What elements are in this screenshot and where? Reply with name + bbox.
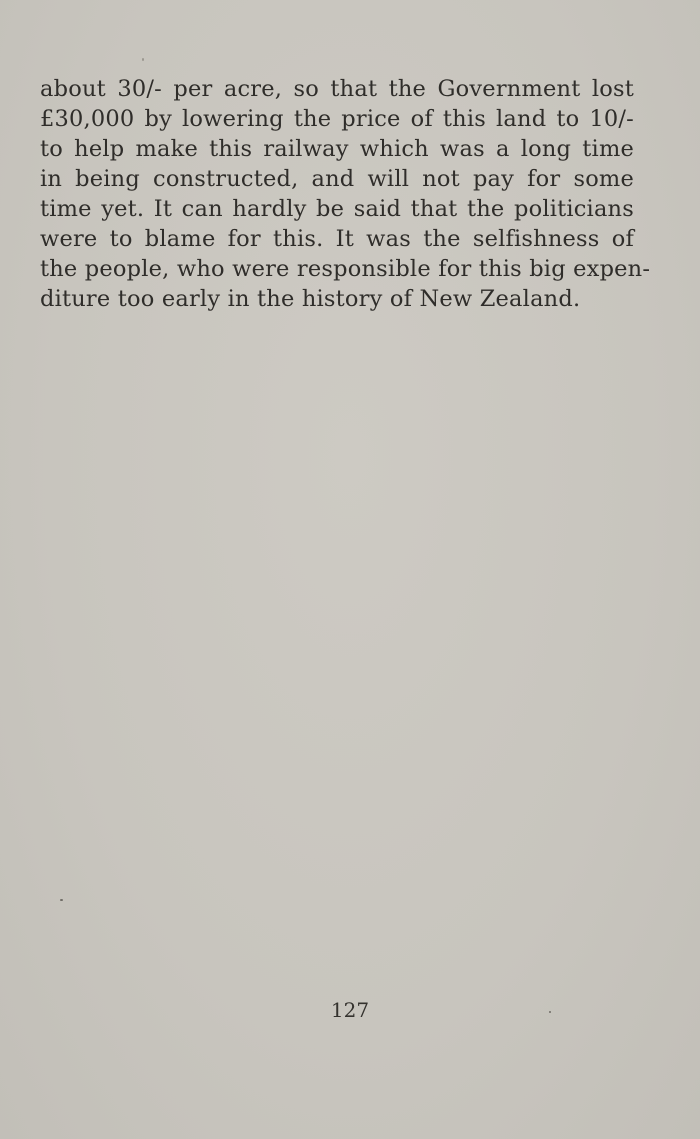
text-line: diture too early in the history of New Zealand. [40,286,581,312]
paper-speck [60,899,63,901]
text-line: in being constructed, and will not pay for some [40,166,634,192]
text-line: the people, who were responsible for this big expen- [40,256,651,282]
text-line: £30,000 by lowering the price of this land to 10/- [40,106,634,132]
text-line: about 30/- per acre, so that the Government lost [40,76,634,102]
text-line: time yet. It can hardly be said that the politicians [40,196,634,222]
body-text [40,74,651,314]
paper-speck [142,58,144,61]
paper-speck [549,1011,551,1013]
text-line: to help make this railway which was a long time [40,136,634,162]
page-number: 127 [330,998,370,1022]
text-line: were to blame for this. It was the selfishness of [40,226,634,252]
